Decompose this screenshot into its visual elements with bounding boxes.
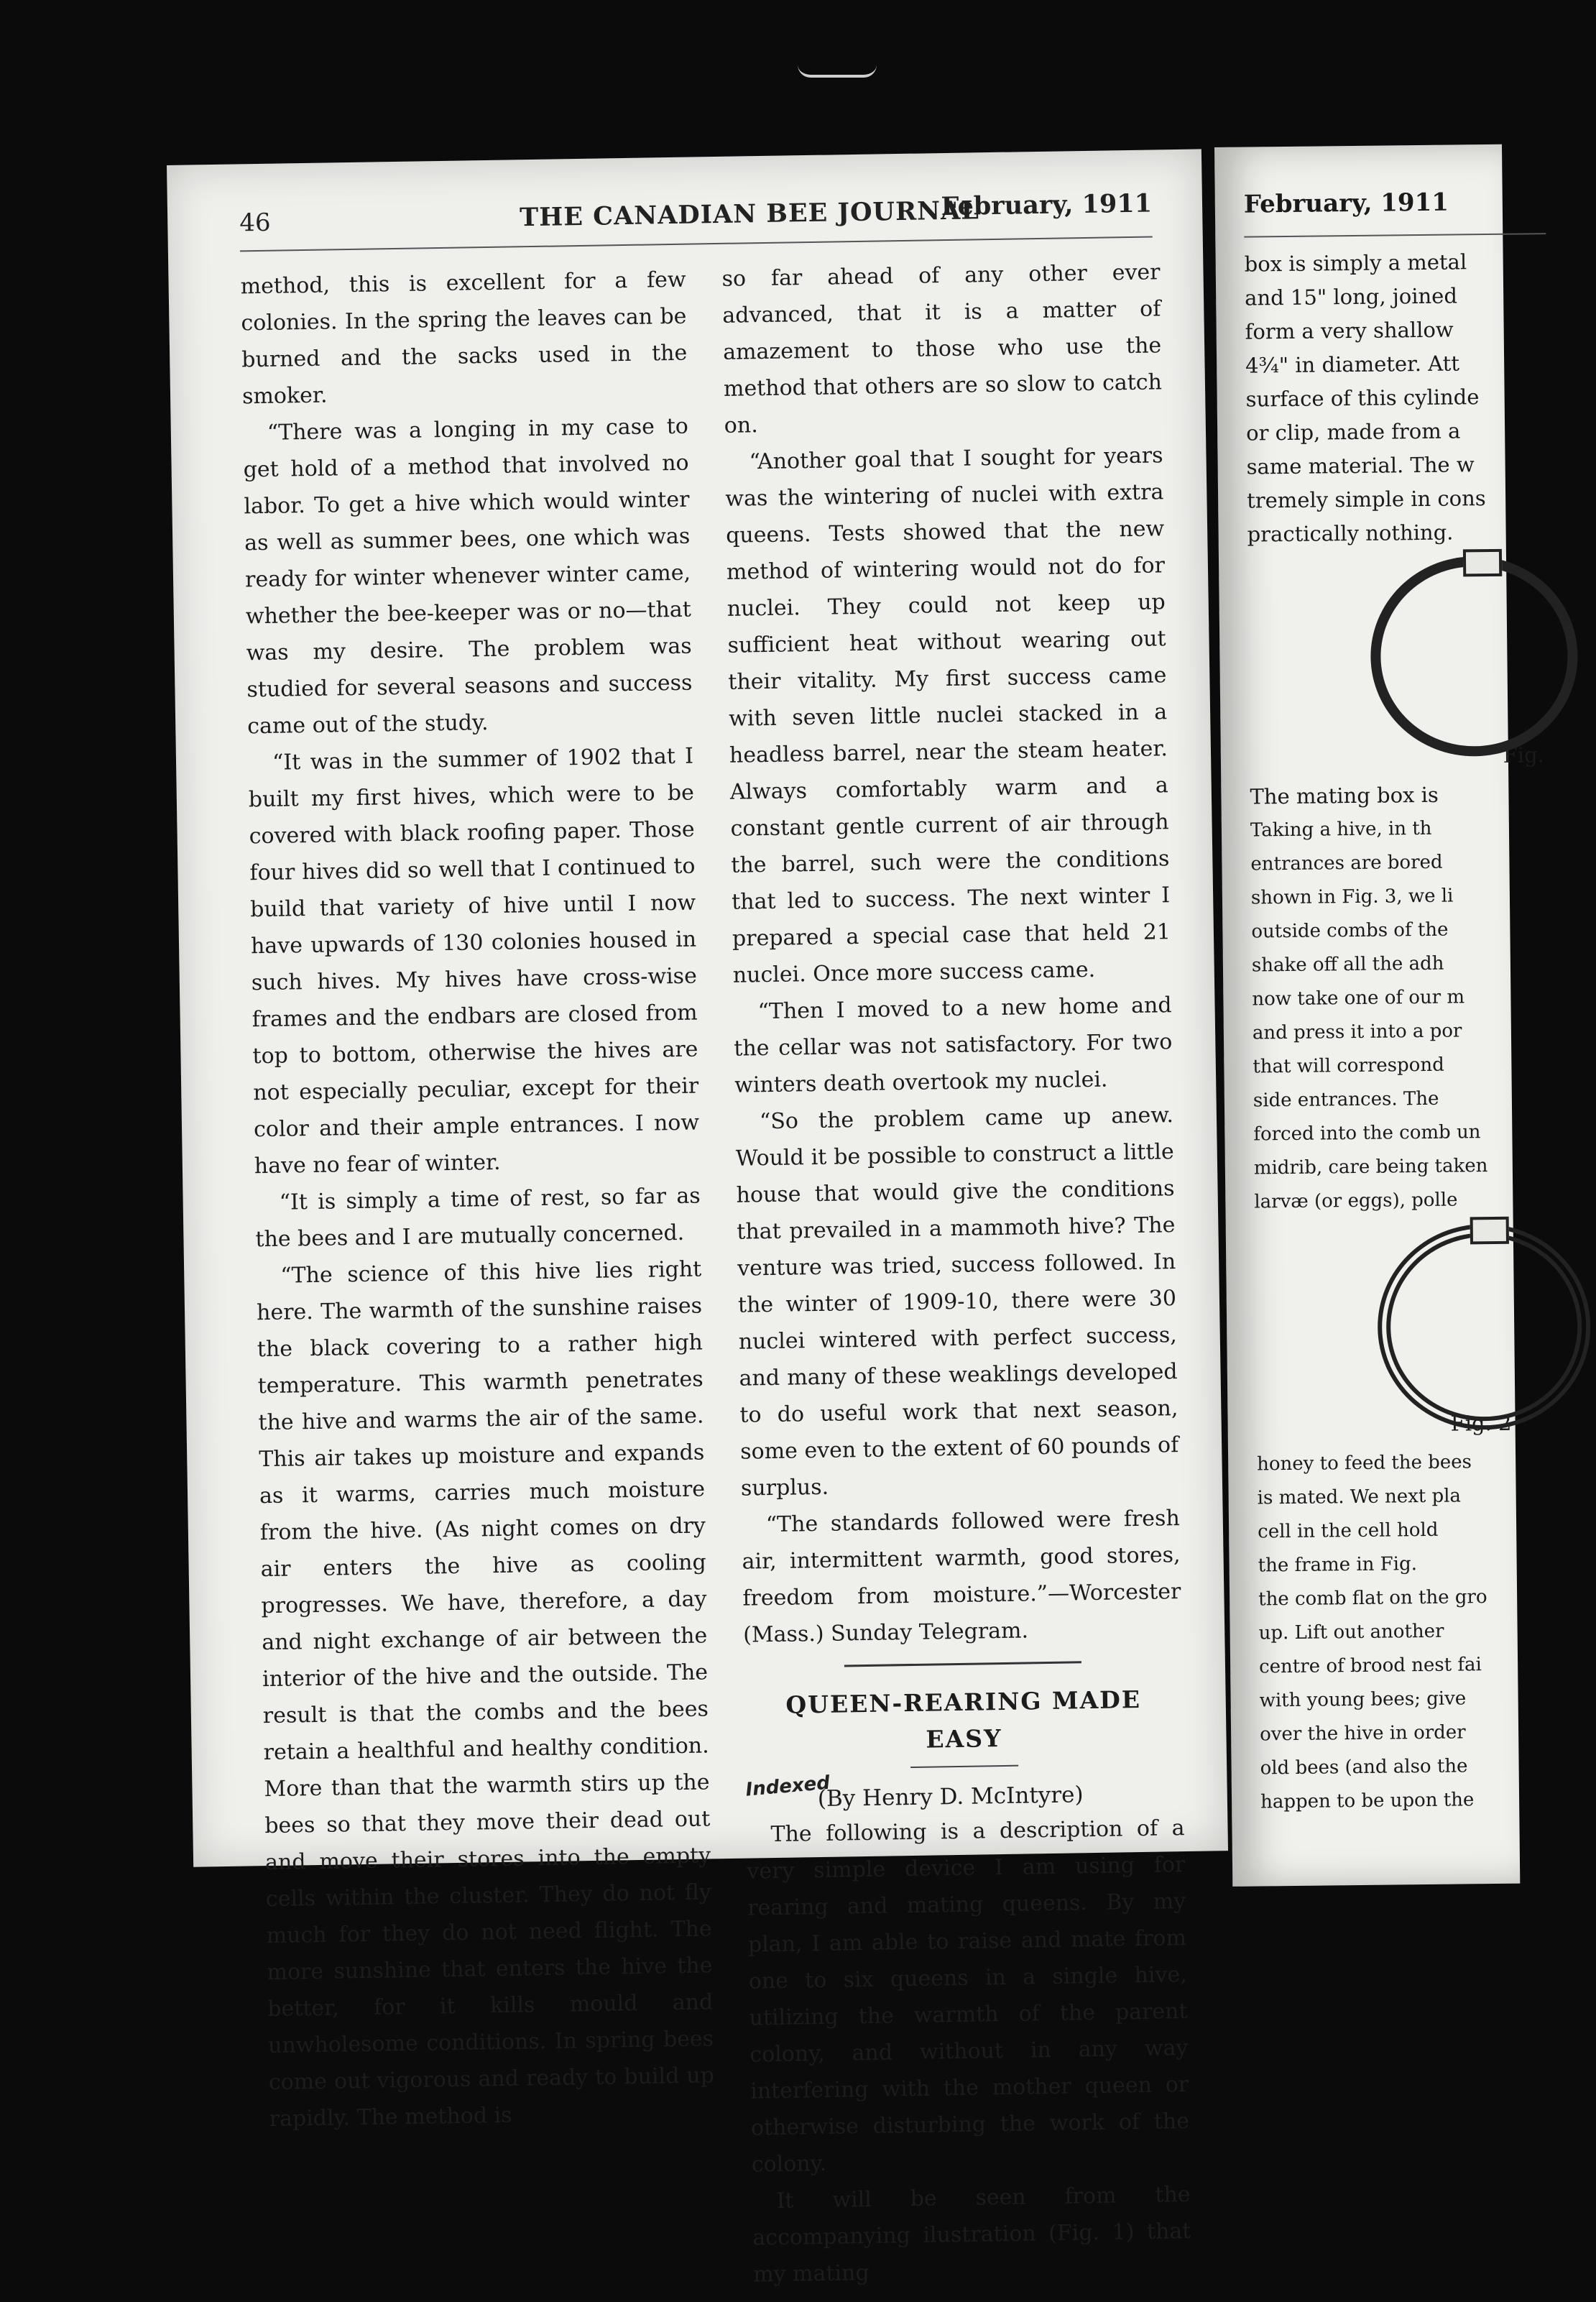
- line: box is simply a metal: [1244, 249, 1467, 277]
- paragraph: “There was a longing in my case to get hold of a method that involved no labor. To get a hive which would winter as well as summer bees, one which was ready for winter whenever winter came, whether the bee-keeper was or no—that was my desire. The problem was studied for several seasons and success came out of the study.: [243, 413, 693, 740]
- line: shown in Fig. 3, we li: [1250, 885, 1454, 909]
- paragraph: “Another goal that I sought for years was the wintering of nuclei with extra queens. Tests showed that the new method of wintering would not do for nuclei. They could not keep up sufficient heat without wearing out their vitality. My first success came with seven little nuclei stacked in a headless barrel, near the steam heater. Always comfortably warm and a constant gentle current of air through the barrel, such were the conditions that led to success. The next winter I prepared a special case that held 21 nuclei. Once more success came.: [725, 443, 1171, 988]
- line: is mated. We next pla: [1257, 1485, 1462, 1509]
- byline-row: [745, 1769, 1184, 1817]
- paragraph: “Then I moved to a new home and the cellar was not satisfactory. For two winters death overtook my nuclei.: [734, 993, 1173, 1098]
- paragraph: “So the problem came up anew. Would it be possible to construct a little house that would give the conditions that prevailed in a mammoth hive? The venture was tried, success followed. In the winter of 1909-10, there were 30 nuclei wintered with perfect success, and many of these weaklings developed to do useful work that next season, some even to the extent of 60 pounds of surplus.: [735, 1102, 1179, 1501]
- line: entrances are bored: [1250, 851, 1443, 875]
- byline: (By Henry D. McIntyre): [817, 1782, 1084, 1813]
- line: cell in the cell hold: [1258, 1519, 1439, 1543]
- line: happen to be upon the: [1260, 1789, 1475, 1813]
- line: shake off all the adh: [1251, 952, 1444, 977]
- paragraph: “The science of this hive lies right here. The warmth of the sunshine raises the black covering to a rather high temperature. This warmth penetrates the hive and warms the air of the same. This air takes up moisture and expands as it warms, carries much moisture from the hive. (As night comes on dry air enters the hive as cooling progresses. We have, therefore, a day and night exchange of air between the interior of the hive and the outside. The result is that the combs and the bees retain a healthful and healthy condition. More than that the warmth stirs up the bees so that they move their dead out and move their stores into the empty cells within the cluster. They do not fly much for they do not need flight. The more sunshine that enters the hive the better, for it kills mould and unwholesome conditions. In spring bees come out vigorous and ready to build up rapidly. The method is: [256, 1256, 715, 2132]
- paragraph: “The standards followed were fresh air, intermittent warmth, good stores, freedom from moisture.”—Worcester (Mass.) Sunday Telegram.: [742, 1506, 1181, 1648]
- line: same material. The w: [1246, 452, 1475, 479]
- mating-box-ring-illustration: [1370, 556, 1579, 758]
- page-number: 46: [239, 208, 271, 238]
- scan-mark: [798, 65, 877, 78]
- figure-2: [1255, 1216, 1559, 1413]
- line: side entrances. The: [1253, 1087, 1439, 1112]
- line: centre of brood nest fai: [1258, 1654, 1482, 1678]
- line: outside combs of the: [1251, 919, 1449, 943]
- line: with young bees; give: [1259, 1688, 1467, 1712]
- line: The mating box is: [1250, 782, 1439, 809]
- header-date: February, 1911: [941, 188, 1153, 222]
- line: practically nothing.: [1247, 520, 1454, 547]
- clip-illustration: [1470, 1217, 1509, 1245]
- indexed-stamp: Indexed: [744, 1772, 831, 1801]
- line: forced into the comb un: [1253, 1121, 1481, 1146]
- line: and press it into a por: [1252, 1020, 1462, 1044]
- line: Taking a hive, in th: [1250, 817, 1432, 842]
- line: now take one of our m: [1252, 986, 1465, 1010]
- line: larvæ (or eggs), polle: [1254, 1189, 1458, 1213]
- paragraph: “It was in the summer of 1902 that I built my first hives, which were to be covered with black roofing paper. Those four hives did so well that I continued to build that variety of hive until I now have upwards of 130 colonies housed in such hives. My hives have cross-wise frames and the endbars are closed from top to bottom, otherwise the hives are not especially peculiar, except for their color and their ample entrances. I now have no fear of winter.: [248, 743, 700, 1179]
- clip-illustration: [1463, 549, 1502, 577]
- title-underline: [910, 1765, 1018, 1768]
- line: old bees (and also the: [1260, 1755, 1468, 1780]
- right-column: [721, 254, 1191, 2293]
- line: and 15" long, joined: [1245, 283, 1458, 310]
- right-page: [1214, 144, 1545, 1887]
- line: the comb flat on the gro: [1258, 1586, 1487, 1611]
- section-divider: [844, 1661, 1081, 1667]
- journal-title: THE CANADIAN BEE JOURNAL: [519, 195, 980, 233]
- line: midrib, care being taken: [1253, 1155, 1488, 1179]
- line: surface of this cylinde: [1245, 385, 1480, 412]
- paragraph: “It is simply a time of rest, so far as the bees and I are mutually concerned.: [255, 1183, 701, 1253]
- line: 4¾" in diameter. Att: [1245, 351, 1460, 378]
- line: or clip, made from a: [1245, 418, 1461, 446]
- line: honey to feed the bees: [1257, 1451, 1472, 1475]
- right-header-date: February, 1911: [1244, 187, 1546, 237]
- line: form a very shallow: [1245, 317, 1454, 344]
- figure-1: [1247, 548, 1551, 745]
- left-page: [167, 149, 1228, 2288]
- figure-1-caption: Fig.: [1503, 742, 1545, 768]
- paragraph: method, this is excellent for a few colonies. In the spring the leaves can be burned and the sacks used in the smoker.: [240, 267, 688, 410]
- line: that will correspond: [1253, 1054, 1444, 1078]
- line: the frame in Fig.: [1258, 1553, 1418, 1577]
- mating-box-comb-illustration: [1377, 1223, 1592, 1431]
- line: tremely simple in cons: [1246, 486, 1486, 513]
- paragraph: The following is a description of a very simple device I am using for rearing and mating queens. By my plan, I am able to raise and mate from one to six queens in a single hive, utilizing the warmth of the parent colony, and without in any way interfering with the mother queen or otherwise disturbing the work of the colony.: [747, 1815, 1190, 2178]
- running-header: [239, 185, 1153, 252]
- left-column: [240, 262, 715, 2137]
- figure-2-caption: Fig. 2: [1450, 1410, 1512, 1436]
- paragraph: It will be seen from the accompanying ilustration (Fig. 1) that my mating: [752, 2181, 1191, 2288]
- section-title: QUEEN-REARING MADE EASY: [785, 1685, 1142, 1754]
- line: up. Lift out another: [1258, 1620, 1444, 1644]
- line: over the hive in order: [1259, 1721, 1466, 1746]
- paragraph: so far ahead of any other ever advanced, that it is a matter of amazement to those who use the method that others are so slow to catch on.: [721, 259, 1163, 438]
